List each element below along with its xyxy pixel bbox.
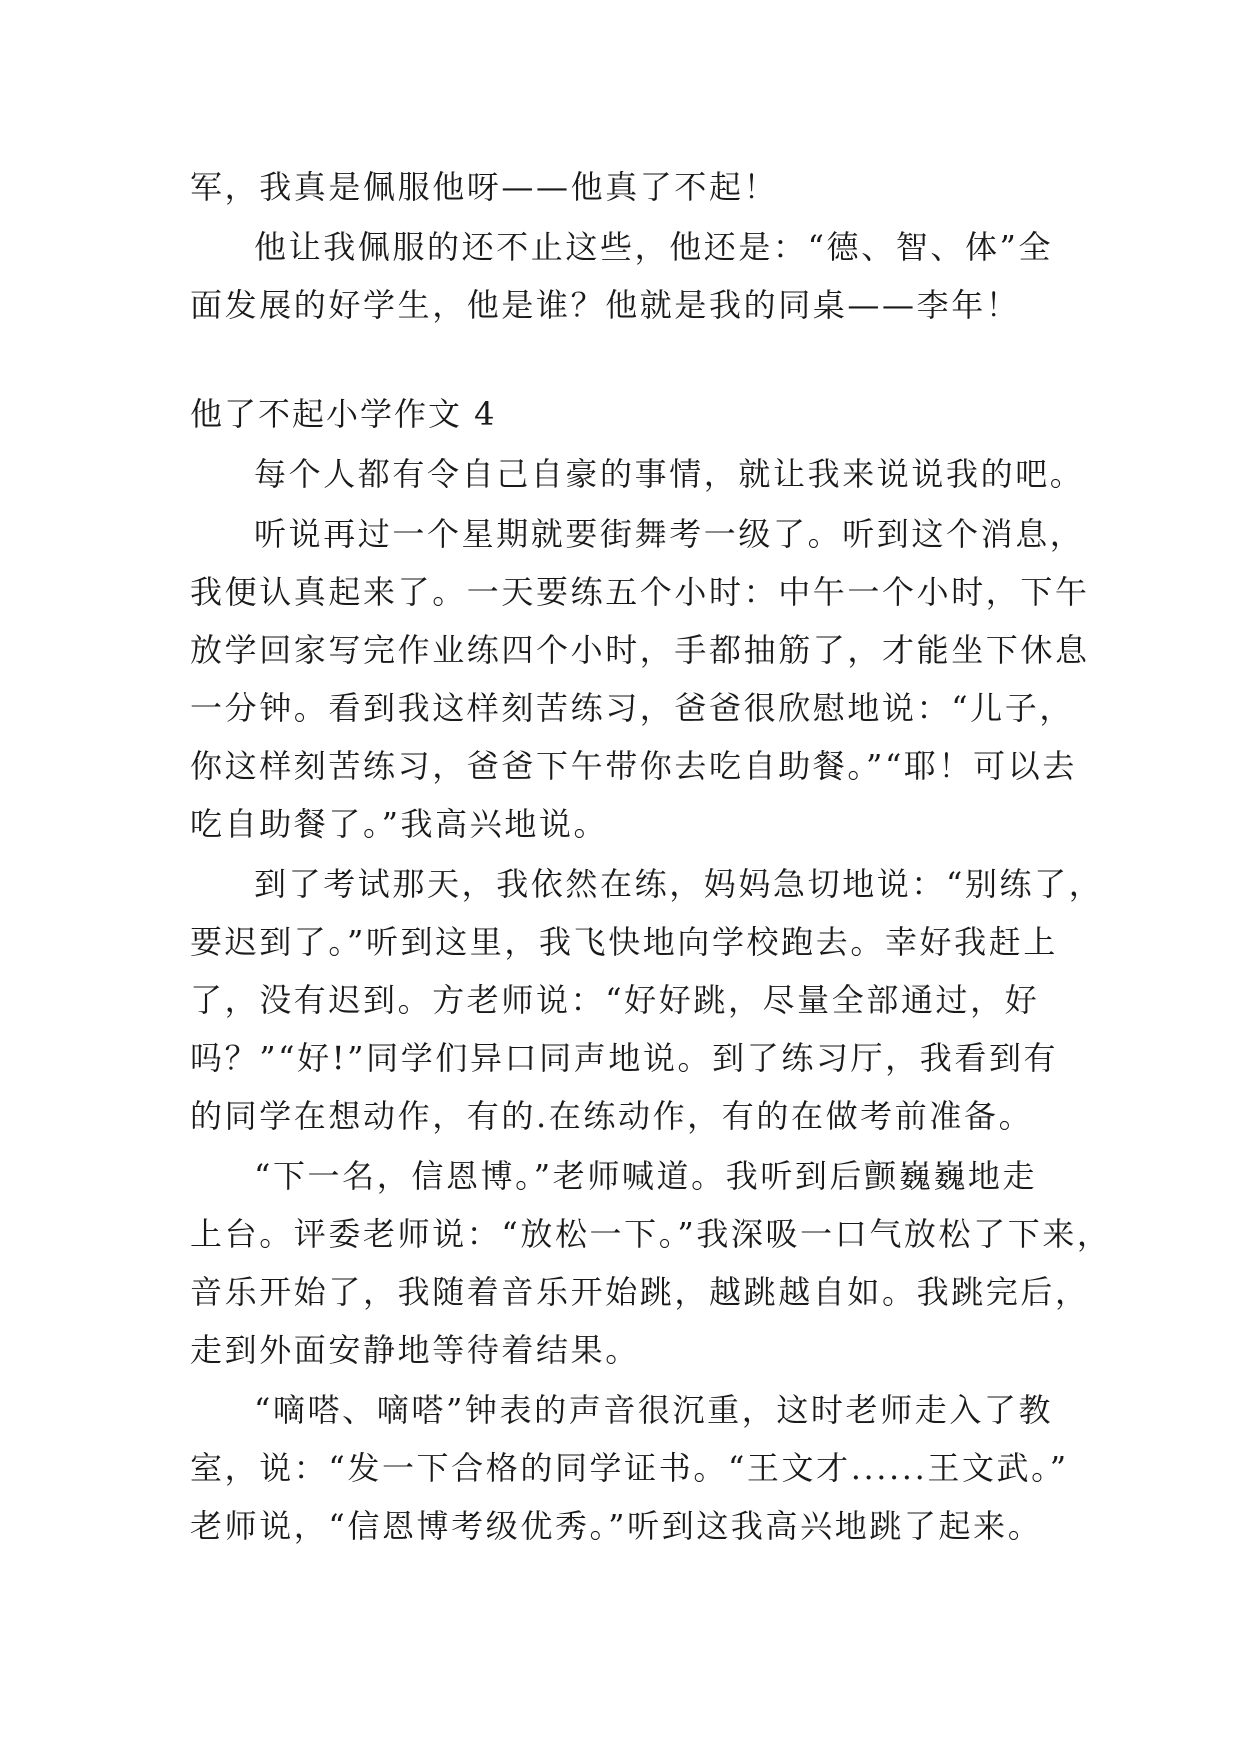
paragraph-line: 了，没有迟到。方老师说：“好好跳，尽量全部通过，好: [190, 981, 1040, 1019]
paragraph-line: 吃自助餐了。”我高兴地说。: [190, 805, 609, 843]
paragraph-line: 一分钟。看到我这样刻苦练习，爸爸很欣慰地说：“儿子，: [190, 689, 1074, 727]
paragraph-line: 听说再过一个星期就要街舞考一级了。听到这个消息，: [254, 515, 1085, 553]
paragraph-line: 你这样刻苦练习，爸爸下午带你去吃自助餐。”“耶！可以去: [190, 747, 1077, 785]
paragraph-line: 音乐开始了，我随着音乐开始跳，越跳越自如。我跳完后，: [190, 1273, 1090, 1311]
paragraph-line: 老师说，“信恩博考级优秀。”听到这我高兴地跳了起来。: [190, 1507, 1043, 1545]
paragraph-line: 走到外面安静地等待着结果。: [190, 1331, 640, 1369]
paragraph-line: 我便认真起来了。一天要练五个小时：中午一个小时，下午: [190, 573, 1090, 611]
paragraph-line: 每个人都有令自己自豪的事情，就让我来说说我的吧。: [254, 455, 1085, 493]
paragraph-line: 上台。评委老师说：“放松一下。”我深吸一口气放松了下来，: [190, 1215, 1112, 1253]
paragraph-line: 到了考试那天，我依然在练，妈妈急切地说：“别练了，: [254, 865, 1104, 903]
paragraph-line: 要迟到了。”听到这里，我飞快地向学校跑去。幸好我赶上: [190, 923, 1058, 961]
paragraph-line: 军，我真是佩服他呀——他真了不起！: [190, 168, 779, 206]
paragraph-line: “嘀嗒、嘀嗒”钟表的声音很沉重，这时老师走入了教: [254, 1391, 1054, 1429]
paragraph-line: 面发展的好学生，他是谁？他就是我的同桌——李年！: [190, 286, 1021, 324]
paragraph-line: 吗？”“好!”同学们异口同声地说。到了练习厅，我看到有: [190, 1039, 1059, 1077]
paragraph-line: 他让我佩服的还不止这些，他还是：“德、智、体”全: [254, 228, 1054, 266]
paragraph-line: “下一名，信恩博。”老师喊道。我听到后颤巍巍地走: [254, 1157, 1038, 1195]
paragraph-line: 放学回家写完作业练四个小时，手都抽筋了，才能坐下休息: [190, 631, 1090, 669]
essay-title: 他了不起小学作文 4: [190, 395, 497, 433]
paragraph-line: 室，说：“发一下合格的同学证书。“王文才......王文武。”: [190, 1449, 1069, 1487]
paragraph-line: 的同学在想动作，有的.在练动作，有的在做考前准备。: [190, 1097, 1034, 1135]
